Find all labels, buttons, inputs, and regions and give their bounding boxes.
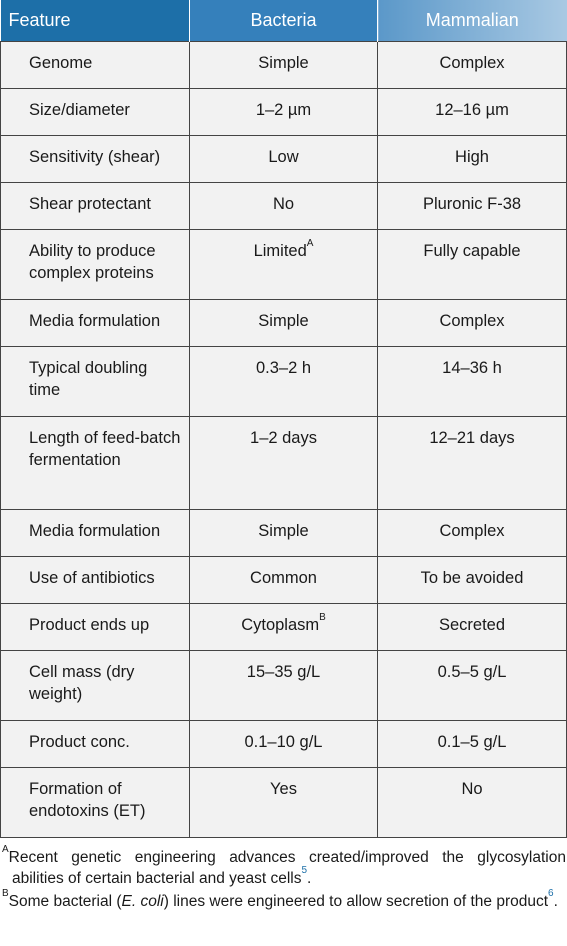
table-row (1, 299, 567, 346)
bacteria-value: Limited (253, 241, 307, 260)
mammalian-cell: Fully capable (378, 229, 567, 299)
table-body (1, 41, 567, 837)
feature-cell: Length of feed-batch fermentation (1, 416, 190, 509)
feature-cell: Product conc. (1, 720, 190, 767)
table-row (1, 509, 567, 556)
footnote-b-period: . (553, 892, 558, 910)
mammalian-cell: 12–21 days (378, 416, 567, 509)
bacteria-cell (190, 603, 378, 650)
footnote-a-marker: A (2, 844, 9, 856)
table-row (1, 182, 567, 229)
table-row (1, 416, 567, 509)
feature-cell: Cell mass (dry weight) (1, 650, 190, 720)
header-feature: Feature (1, 0, 190, 41)
table-row (1, 135, 567, 182)
feature-cell: Size/diameter (1, 88, 190, 135)
bacteria-value: 0.3–2 h (255, 358, 312, 377)
bacteria-cell (190, 720, 378, 767)
footnote-b-text-after: ) lines were engineered to allow secretion of the product (163, 892, 549, 910)
bacteria-value: Simple (258, 53, 309, 72)
table-row (1, 556, 567, 603)
table-row (1, 41, 567, 88)
footnote-a (1, 844, 566, 889)
feature-cell: Genome (1, 41, 190, 88)
mammalian-cell: Complex (378, 299, 567, 346)
mammalian-cell: 14–36 h (378, 346, 567, 416)
mammalian-cell: No (378, 767, 567, 837)
footnote-marker: A (306, 238, 314, 249)
mammalian-cell: Pluronic F-38 (378, 182, 567, 229)
footnote-a-period: . (307, 869, 312, 887)
footnote-b-marker: B (2, 888, 9, 900)
footnote-b (1, 888, 566, 912)
table-footnotes (0, 838, 567, 912)
feature-cell: Ability to produce complex proteins (1, 229, 190, 299)
bacteria-cell (190, 346, 378, 416)
table-row (1, 720, 567, 767)
bacteria-value: 1–2 µm (255, 100, 312, 119)
bacteria-value: 0.1–10 g/L (244, 732, 323, 751)
bacteria-cell (190, 416, 378, 509)
mammalian-cell: Complex (378, 41, 567, 88)
bacteria-value: Yes (270, 779, 297, 798)
feature-cell: Use of antibiotics (1, 556, 190, 603)
bacteria-value: Simple (258, 311, 309, 330)
bacteria-cell (190, 767, 378, 837)
bacteria-cell (190, 182, 378, 229)
bacteria-value: Simple (258, 521, 309, 540)
footnote-b-text-before: Some bacterial ( (8, 892, 122, 910)
footnote-b-species: E. coli (121, 892, 164, 910)
mammalian-cell: 12–16 µm (378, 88, 567, 135)
bacteria-value: Low (268, 147, 299, 166)
mammalian-cell: To be avoided (378, 556, 567, 603)
bacteria-cell (190, 509, 378, 556)
table-row (1, 346, 567, 416)
header-mammalian: Mammalian (378, 0, 567, 41)
bacteria-cell (190, 41, 378, 88)
table-row (1, 767, 567, 837)
footnote-a-reference[interactable]: 5 (301, 865, 308, 877)
header-bacteria: Bacteria (190, 0, 378, 41)
feature-cell: Media formulation (1, 299, 190, 346)
bacteria-cell (190, 556, 378, 603)
mammalian-cell: 0.5–5 g/L (378, 650, 567, 720)
mammalian-cell: Complex (378, 509, 567, 556)
bacteria-cell (190, 88, 378, 135)
footnote-a-text: Recent genetic engineering advances created/improved the glycosylation abilities of certain bacterial and yeast cells (8, 848, 566, 887)
table-row (1, 650, 567, 720)
feature-cell: Product ends up (1, 603, 190, 650)
bacteria-value: 15–35 g/L (246, 662, 321, 681)
bacteria-value: Cytoplasm (241, 615, 320, 634)
feature-cell: Formation of endotoxins (ET) (1, 767, 190, 837)
table-row (1, 229, 567, 299)
bacteria-cell (190, 229, 378, 299)
footnote-marker: B (319, 612, 326, 623)
bacteria-cell (190, 650, 378, 720)
bacteria-cell (190, 135, 378, 182)
feature-cell: Media formulation (1, 509, 190, 556)
footnote-b-reference[interactable]: 6 (548, 888, 554, 900)
mammalian-cell: 0.1–5 g/L (378, 720, 567, 767)
bacteria-cell (190, 299, 378, 346)
table-header-row (1, 0, 567, 41)
bacteria-value: Common (250, 568, 317, 587)
feature-cell: Typical doubling time (1, 346, 190, 416)
table-row (1, 88, 567, 135)
bacteria-value: 1–2 days (250, 428, 317, 447)
feature-cell: Sensitivity (shear) (1, 135, 190, 182)
mammalian-cell: High (378, 135, 567, 182)
feature-cell: Shear protectant (1, 182, 190, 229)
bacteria-value: No (272, 194, 295, 213)
mammalian-cell: Secreted (378, 603, 567, 650)
table-row (1, 603, 567, 650)
